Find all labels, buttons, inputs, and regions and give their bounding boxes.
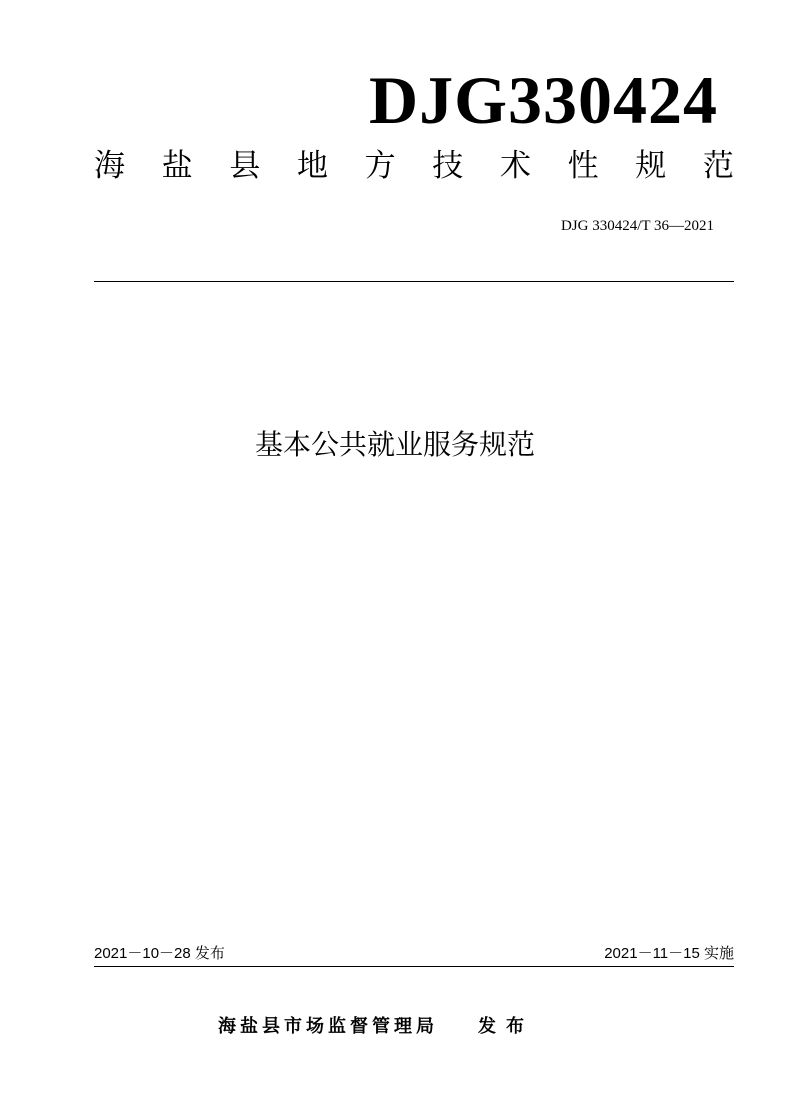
spec-type-char: 性	[567, 148, 599, 184]
spec-type-char: 技	[432, 148, 464, 184]
spec-type-char: 规	[635, 148, 667, 184]
spec-type-heading	[94, 148, 734, 185]
spec-type-char: 地	[296, 148, 328, 184]
issuer-line	[218, 1016, 534, 1038]
effective-date: 2021－11－15 实施	[604, 945, 734, 962]
spec-type-char: 术	[499, 148, 531, 184]
spec-type-char: 盐	[161, 148, 193, 184]
issuer-action: 发布	[478, 1016, 534, 1037]
top-divider	[94, 281, 734, 282]
spec-type-char: 海	[94, 148, 125, 184]
issuer-name: 海盐县市场监督管理局	[218, 1016, 438, 1037]
spec-type-char: 县	[229, 148, 261, 184]
standard-code-mark: DJG330424	[369, 62, 718, 138]
publish-date: 2021－10－28 发布	[94, 945, 225, 962]
standard-number: DJG 330424/T 36—2021	[560, 218, 714, 234]
bottom-divider	[94, 966, 734, 967]
spec-type-char: 范	[702, 148, 734, 184]
spec-type-char: 方	[364, 148, 396, 184]
document-title: 基本公共就业服务规范	[254, 428, 535, 461]
date-row	[94, 945, 734, 963]
